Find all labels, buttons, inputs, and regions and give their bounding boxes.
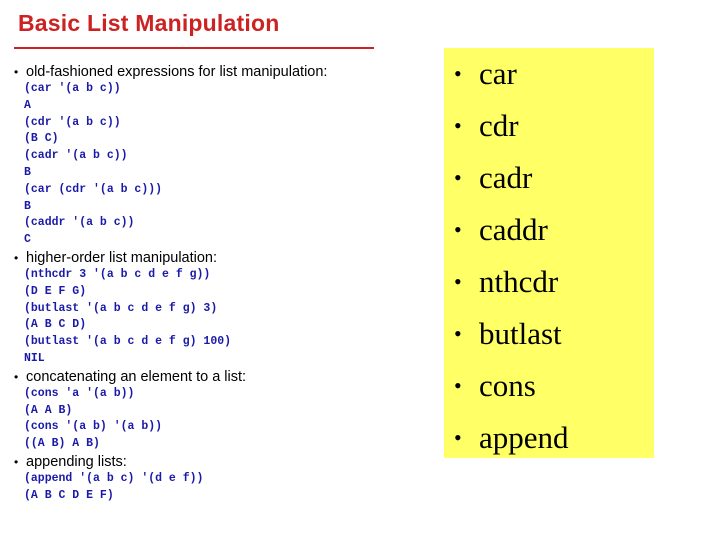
section-heading (14, 249, 434, 267)
function-name: cons (479, 368, 536, 403)
section-heading (14, 453, 434, 471)
bullet-icon: • (454, 321, 462, 346)
bullet-icon: • (14, 454, 19, 469)
code-line: (append '(a b c) '(d e f)) (24, 471, 204, 485)
bullet-icon: • (454, 269, 462, 294)
function-item-caddr (454, 210, 548, 250)
section-higher-order (14, 249, 434, 368)
code-line: (car (cdr '(a b c))) (24, 182, 163, 196)
function-name: cadr (479, 160, 533, 195)
section-heading-text: concatenating an element to a list: (26, 368, 247, 385)
bullet-icon: • (454, 61, 462, 86)
function-item-car (454, 54, 517, 94)
section-heading (14, 368, 434, 386)
bullet-icon: • (14, 65, 19, 79)
result-line: (A B C D) (24, 318, 87, 332)
result-line: (A A B) (24, 403, 73, 417)
bullet-icon: • (14, 250, 19, 265)
function-name: append (479, 420, 569, 455)
slide-title: Basic List Manipulation (18, 10, 280, 36)
function-name: car (479, 56, 517, 91)
function-item-cons (454, 366, 536, 406)
code-line: (butlast '(a b c d e f g) 3) (24, 301, 218, 315)
function-item-nthcdr (454, 262, 558, 302)
section-heading (14, 63, 434, 81)
bullet-icon: • (14, 369, 19, 384)
bullet-icon: • (454, 373, 462, 398)
function-item-cadr (454, 158, 532, 198)
result-line: (B C) (24, 132, 59, 146)
result-line: ((A B) A B) (24, 437, 100, 451)
examples-column (14, 63, 434, 505)
title-underline (14, 47, 374, 49)
function-item-cdr (454, 106, 519, 146)
bullet-icon: • (454, 113, 462, 138)
result-line: B (24, 199, 31, 213)
bullet-icon: • (454, 217, 462, 242)
result-line: C (24, 233, 31, 247)
code-line: (cons 'a '(a b)) (24, 386, 135, 400)
function-item-append (454, 418, 569, 458)
section-heading-text: appending lists: (26, 453, 127, 470)
code-line: (car '(a b c)) (24, 82, 121, 95)
function-list-panel (444, 48, 654, 458)
result-line: A (24, 98, 31, 112)
function-name: caddr (479, 212, 548, 247)
code-line: (cons '(a b) '(a b)) (24, 420, 163, 434)
section-heading-text: higher-order list manipulation: (26, 249, 218, 266)
function-item-butlast (454, 314, 562, 354)
result-line: NIL (24, 351, 45, 365)
code-line: (caddr '(a b c)) (24, 216, 135, 230)
bullet-icon: • (454, 425, 462, 450)
code-line: (cadr '(a b c)) (24, 149, 128, 163)
result-line: (A B C D E F) (24, 488, 114, 502)
section-appending (14, 453, 434, 505)
code-line: (butlast '(a b c d e f g) 100) (24, 335, 232, 349)
function-name: nthcdr (479, 264, 559, 299)
result-line: (D E F G) (24, 284, 87, 298)
code-line: (cdr '(a b c)) (24, 115, 121, 129)
code-line: (nthcdr 3 '(a b c d e f g)) (24, 267, 211, 281)
bullet-icon: • (454, 165, 462, 190)
section-old-fashioned (14, 63, 434, 249)
section-concatenating (14, 368, 434, 453)
function-name: cdr (479, 108, 519, 143)
result-line: B (24, 165, 31, 179)
section-heading-text: old-fashioned expressions for list manipulation: (26, 64, 328, 80)
function-name: butlast (479, 316, 562, 351)
